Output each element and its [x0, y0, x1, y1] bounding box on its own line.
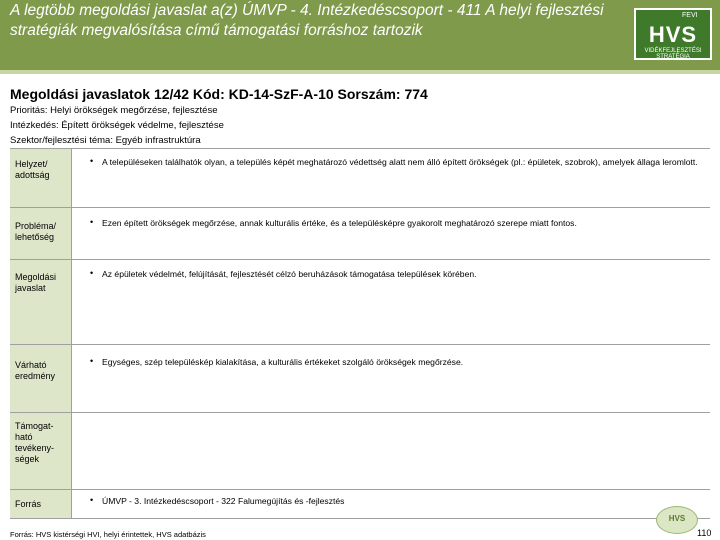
- row-text: Ezen épített örökségek megőrzése, annak kulturális értéke, és a településképre gyakorolt meghatározó szerepe miatt fontos.: [102, 218, 577, 228]
- header-stripe: [0, 70, 720, 74]
- row-text: Az épületek védelmét, felújítását, fejlesztését célzó beruházások támogatása települések körében.: [102, 269, 477, 279]
- row-text: ÚMVP - 3. Intézkedéscsoport - 322 Falumegújítás és -fejlesztés: [102, 496, 345, 506]
- bullet: •: [90, 156, 94, 166]
- footer-logo: [656, 506, 698, 534]
- table-row: [10, 412, 710, 490]
- meta-measure: Intézkedés: Épített örökségek védelme, fejlesztése: [10, 120, 224, 131]
- logo-subtext: VIDÉKFEJLESZTÉSI STRATÉGIA: [644, 48, 702, 60]
- page-number: 110: [697, 528, 712, 538]
- bullet: •: [90, 217, 94, 227]
- table-row: [10, 344, 710, 413]
- table-row: [10, 207, 710, 260]
- row-text: A településeken találhatók olyan, a település képét meghatározó védettség alatt nem álló épített örökségek (pl.: épületek, szobrok), amelyek állaga leromlott.: [102, 157, 698, 167]
- row-label: Támogat-ható tevékeny-ségek: [15, 421, 55, 464]
- meta-priority: Prioritás: Helyi örökségek megőrzése, fejlesztése: [10, 105, 218, 116]
- row-label: Helyzet/ adottság: [15, 159, 50, 180]
- footer-source: Forrás: HVS kistérségi HVI, helyi érintettek, HVS adatbázis: [10, 530, 206, 539]
- row-text: Egységes, szép településkép kialakítása, a kulturális értékeket szolgáló örökségek megőrzése.: [102, 357, 464, 367]
- logo-text: HVS: [648, 22, 698, 47]
- row-label: Probléma/ lehetőség: [15, 221, 57, 242]
- meta-sector: Szektor/fejlesztési téma: Egyéb infrastruktúra: [10, 135, 201, 146]
- table-row: [10, 489, 710, 519]
- table-row: [10, 259, 710, 345]
- logo-top-text: FEVI: [682, 12, 698, 19]
- table-row: [10, 148, 710, 208]
- row-label: Megoldási javaslat: [15, 272, 57, 293]
- bullet: •: [90, 356, 94, 366]
- row-label: Forrás: [15, 499, 42, 509]
- bullet: •: [90, 268, 94, 278]
- row-label: Várható eredmény: [15, 360, 56, 381]
- page-title: A legtöbb megoldási javaslat a(z) ÚMVP - 4. Intézkedéscsoport - 411 A helyi fejlesztési stratégiák megvalósítása című támogatási forráshoz tartozik: [10, 2, 604, 39]
- bullet: •: [90, 495, 94, 505]
- section-subtitle: Megoldási javaslatok 12/42 Kód: KD-14-SzF-A-10 Sorszám: 774: [10, 86, 428, 102]
- footer-logo-text: HVS: [668, 514, 686, 523]
- hvs-logo: [634, 8, 712, 60]
